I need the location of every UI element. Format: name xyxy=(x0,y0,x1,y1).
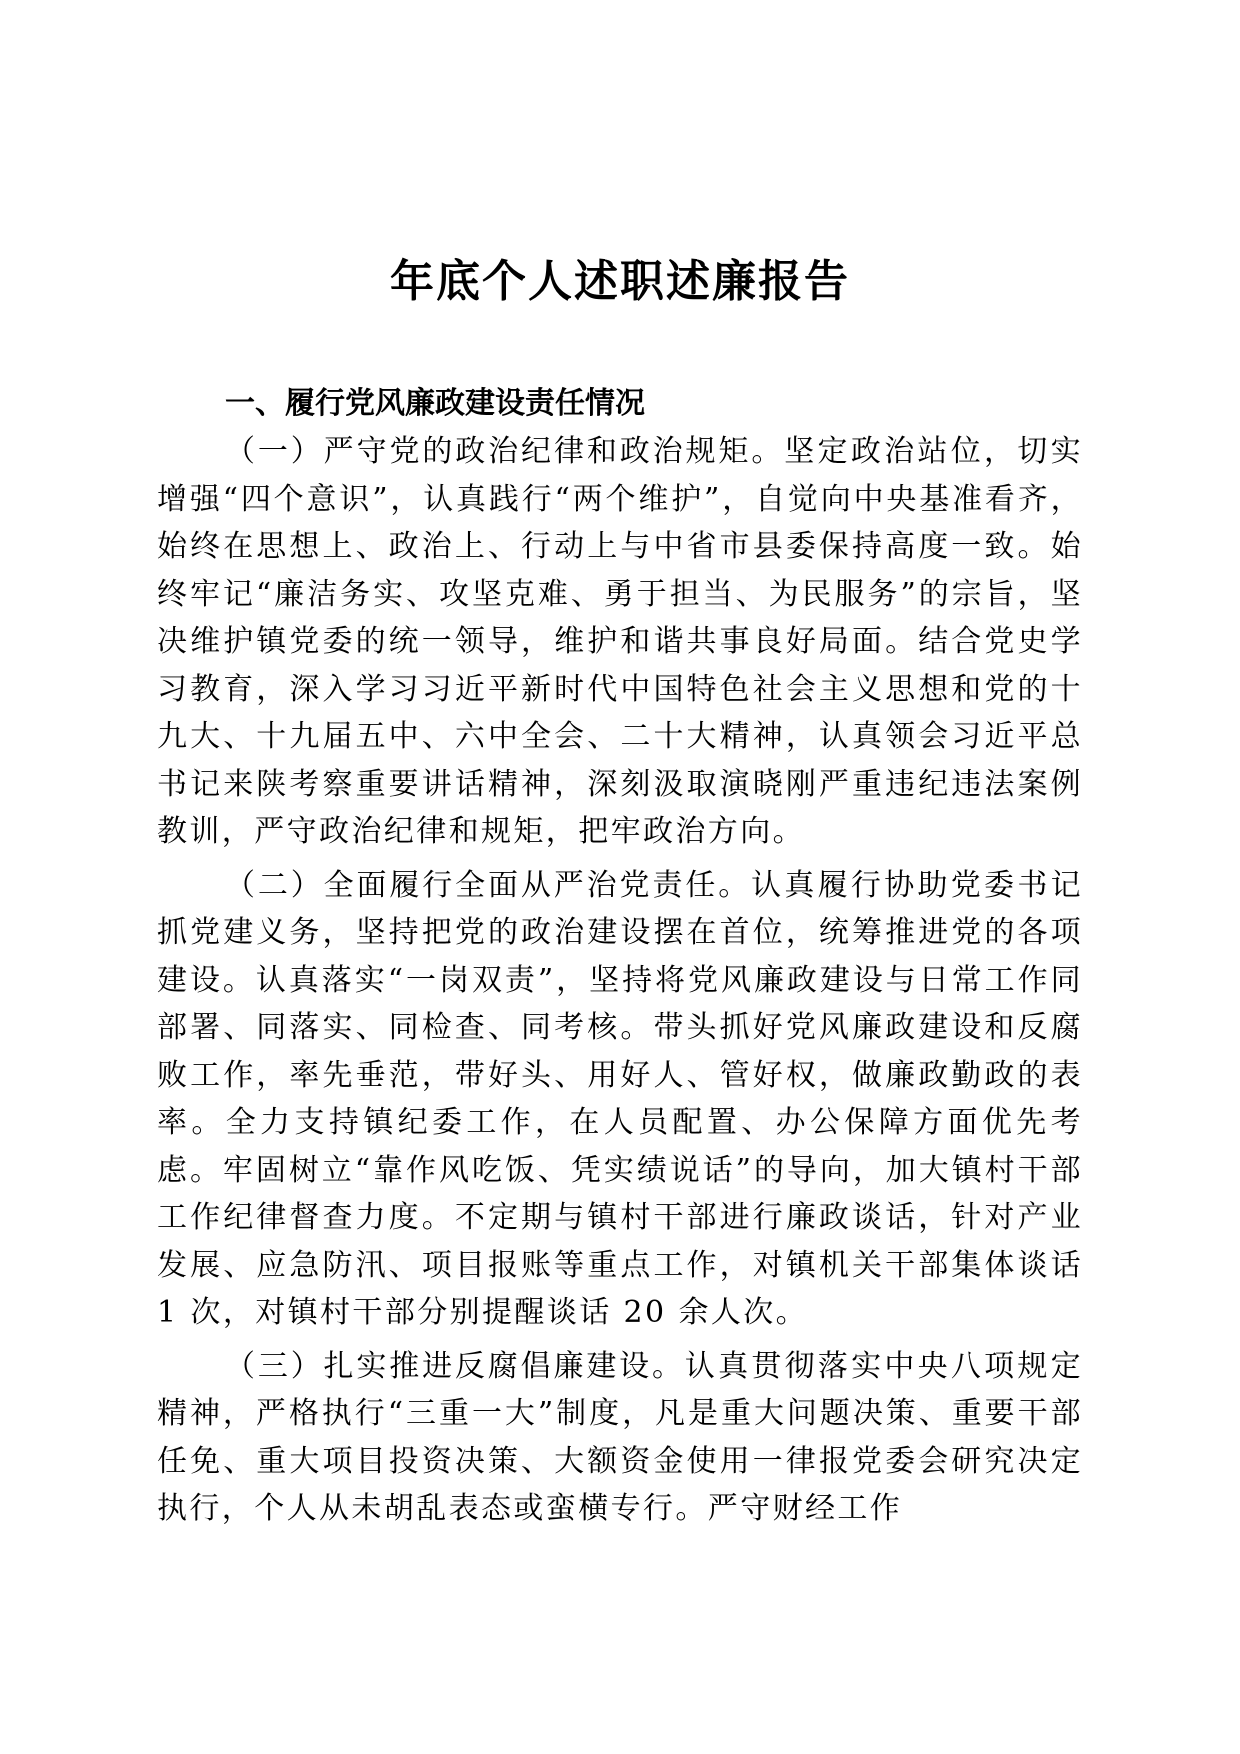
paragraph-2-lead: （二）全面履行全面从严治党责任。 xyxy=(225,867,752,903)
paragraph-2 xyxy=(157,862,1083,1337)
paragraph-1-text: 坚定政治站位，切实增强“四个意识”，认真践行“两个维护”，自觉向中央基准看齐，始终在思想上、政治上、行动上与中省市县委保持高度一致。始终牢记“廉洁务实、攻坚克难、勇于担当、为民服务”的宗旨，坚决维护镇党委的统一领导，维护和谐共事良好局面。结合党史学习教育，深入学习习近平新时代中国特色社会主义思想和党的十九大、十九届五中、六中全会、二十大精神，认真领会习近平总书记来陕考察重要讲话精神，深刻汲取演晓刚严重违纪违法案例教训，严守政治纪律和规矩，把牢政治方向。 xyxy=(157,434,1083,849)
paragraph-3 xyxy=(157,1343,1083,1533)
document-body xyxy=(157,380,1083,1533)
paragraph-1 xyxy=(157,428,1083,856)
paragraph-2-text: 认真履行协助党委书记抓党建义务，坚持把党的政治建设摆在首位，统筹推进党的各项建设。认真落实“一岗双责”，坚持将党风廉政建设与日常工作同部署、同落实、同检查、同考核。带头抓好党风廉政建设和反腐败工作，率先垂范，带好头、用好人、管好权，做廉政勤政的表率。全力支持镇纪委工作，在人员配置、办公保障方面优先考虑。牢固树立“靠作风吃饭、凭实绩说话”的导向，加大镇村干部工作纪律督查力度。不定期与镇村干部进行廉政谈话，针对产业发展、应急防汛、项目报账等重点工作，对镇机关干部集体谈话 1 次，对镇村干部分别提醒谈话 20 余人次。 xyxy=(157,867,1084,1330)
paragraph-3-text: 认真贯彻落实中央八项规定精神，严格执行“三重一大”制度，凡是重大问题决策、重要干部任免、重大项目投资决策、大额资金使用一律报党委会研究决定执行，个人从未胡乱表态或蛮横专行。严守财经工作 xyxy=(157,1348,1083,1526)
paragraph-1-lead: （一）严守党的政治纪律和政治规矩。 xyxy=(225,434,785,469)
section-heading: 一、履行党风廉政建设责任情况 xyxy=(225,386,645,421)
document-title: 年底个人述职述廉报告 xyxy=(390,256,850,307)
paragraph-3-lead: （三）扎实推进反腐倡廉建设。 xyxy=(225,1348,685,1384)
